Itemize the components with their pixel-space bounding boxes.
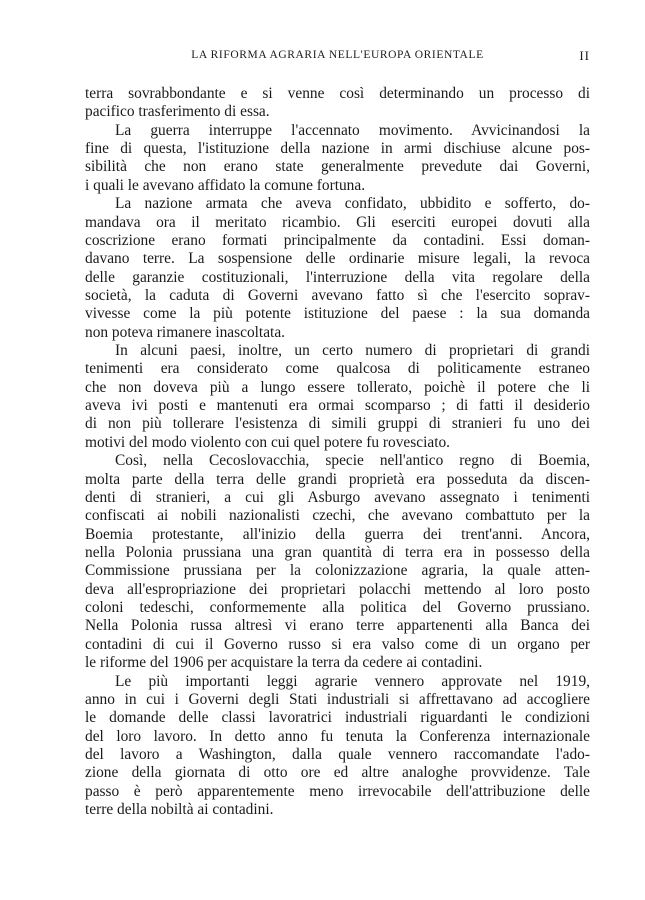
text-line: confiscati ai nobili nazionalisti czechi, che avevano combattuto per la [85,507,590,525]
text-line: Boemia protestante, all'inizio della guerra dei trent'anni. Ancora, [85,525,590,543]
text-line: terre della nobiltà ai contadini. [85,801,274,819]
text-line: deva all'espropriazione dei proprietari polacchi mettendo al loro posto [85,580,590,598]
text-line: In alcuni paesi, inoltre, un certo numero di proprietari di grandi [115,342,590,360]
text-line: anno in cui i Governi degli Stati industriali si affrettavano ad accogliere [85,690,590,708]
text-line: Così, nella Cecoslovacchia, specie nell'antico regno di Boemia, [115,452,590,470]
text-line: pacifico trasferimento di essa. [85,103,270,121]
text-line: davano terre. La sospensione delle ordinarie misure legali, la revoca [85,250,590,268]
text-line: motivi del modo violento con cui quel potere fu rovesciato. [85,433,451,451]
text-line: le riforme del 1906 per acquistare la terra da cedere ai contadini. [85,654,483,672]
text-line: coscrizione erano formati principalmente da contadini. Essi doman- [85,231,590,249]
text-line: Le più importanti leggi agrarie vennero approvate nel 1919, [115,672,590,690]
text-line: passo è però apparentemente meno irrevocabile dell'attribuzione delle [85,782,590,800]
text-line: che non doveva più a lungo essere tollerato, poichè il potere che li [85,378,590,396]
text-line: Commissione prussiana per la colonizzazione agraria, la quale atten- [85,562,590,580]
text-line: coloni tedeschi, conformemente alla politica del Governo prussiano. [85,599,590,617]
page-number: II [579,48,590,63]
text-line: La guerra interruppe l'accennato movimento. Avvicinandosi la [115,121,590,139]
paragraph [85,195,590,342]
text-line: terra sovrabbondante e si venne così determinando un processo di [85,85,590,102]
text-line: i quali le avevano affidato la comune fortuna. [85,176,366,194]
text-line: non poteva rimanere inascoltata. [85,323,285,341]
running-head [85,49,590,67]
text-line: sibilità che non erano state generalmente prevedute dai Governi, [85,158,590,176]
text-line: La nazione armata che aveva confidato, ubbidito e sofferto, do- [115,195,590,213]
text-line: società, la caduta di Governi avevano fatto sì che l'esercito soprav- [85,286,590,304]
text-line: le domande delle classi lavoratrici industriali riguardanti le condizioni [85,709,590,727]
text-line: del loro lavoro. In detto anno fu tenuta la Conferenza internazionale [85,727,590,745]
text-line: aveva ivi posti e mantenuti era ormai scomparso ; di fatti il desiderio [85,397,590,415]
paragraph [85,673,590,820]
text-line: delle garanzie costituzionali, l'interruzione della vita regolare della [85,268,590,286]
text-line: fine di questa, l'istituzione della nazione in armi dischiuse alcune pos- [85,140,590,158]
paragraph [85,122,590,195]
body-text [85,85,590,819]
text-line: molta parte della terra delle grandi proprietà era posseduta da discen- [85,470,590,488]
text-line: contadini di cui il Governo russo si era valso come di un organo per [85,635,590,653]
paragraph [85,452,590,672]
text-line: del lavoro a Washington, dalla quale vennero raccomandate l'ado- [85,745,590,763]
text-line: nella Polonia prussiana una gran quantità di terra era in possesso della [85,543,590,561]
text-line: denti di stranieri, a cui gli Asburgo avevano assegnato i tenimenti [85,488,590,506]
running-title: LA RIFORMA AGRARIA NELL'EUROPA ORIENTALE [191,49,484,61]
text-line: Nella Polonia russa altresì vi erano terre appartenenti alla Banca dei [85,617,590,635]
text-line: di non più tollerare l'esistenza di simili gruppi di stranieri fu uno dei [85,415,590,433]
paragraph [85,342,590,452]
text-line: vivesse come la più potente istituzione del paese : la sua domanda [85,305,590,323]
text-line: zione della giornata di otto ore ed altre analoghe provvidenze. Tale [85,764,590,782]
text-line: tenimenti era considerato come qualcosa di politicamente estraneo [85,360,590,378]
paragraph [85,85,590,122]
text-line: mandava ora il meritato ricambio. Gli eserciti europei dovuti alla [85,213,590,231]
